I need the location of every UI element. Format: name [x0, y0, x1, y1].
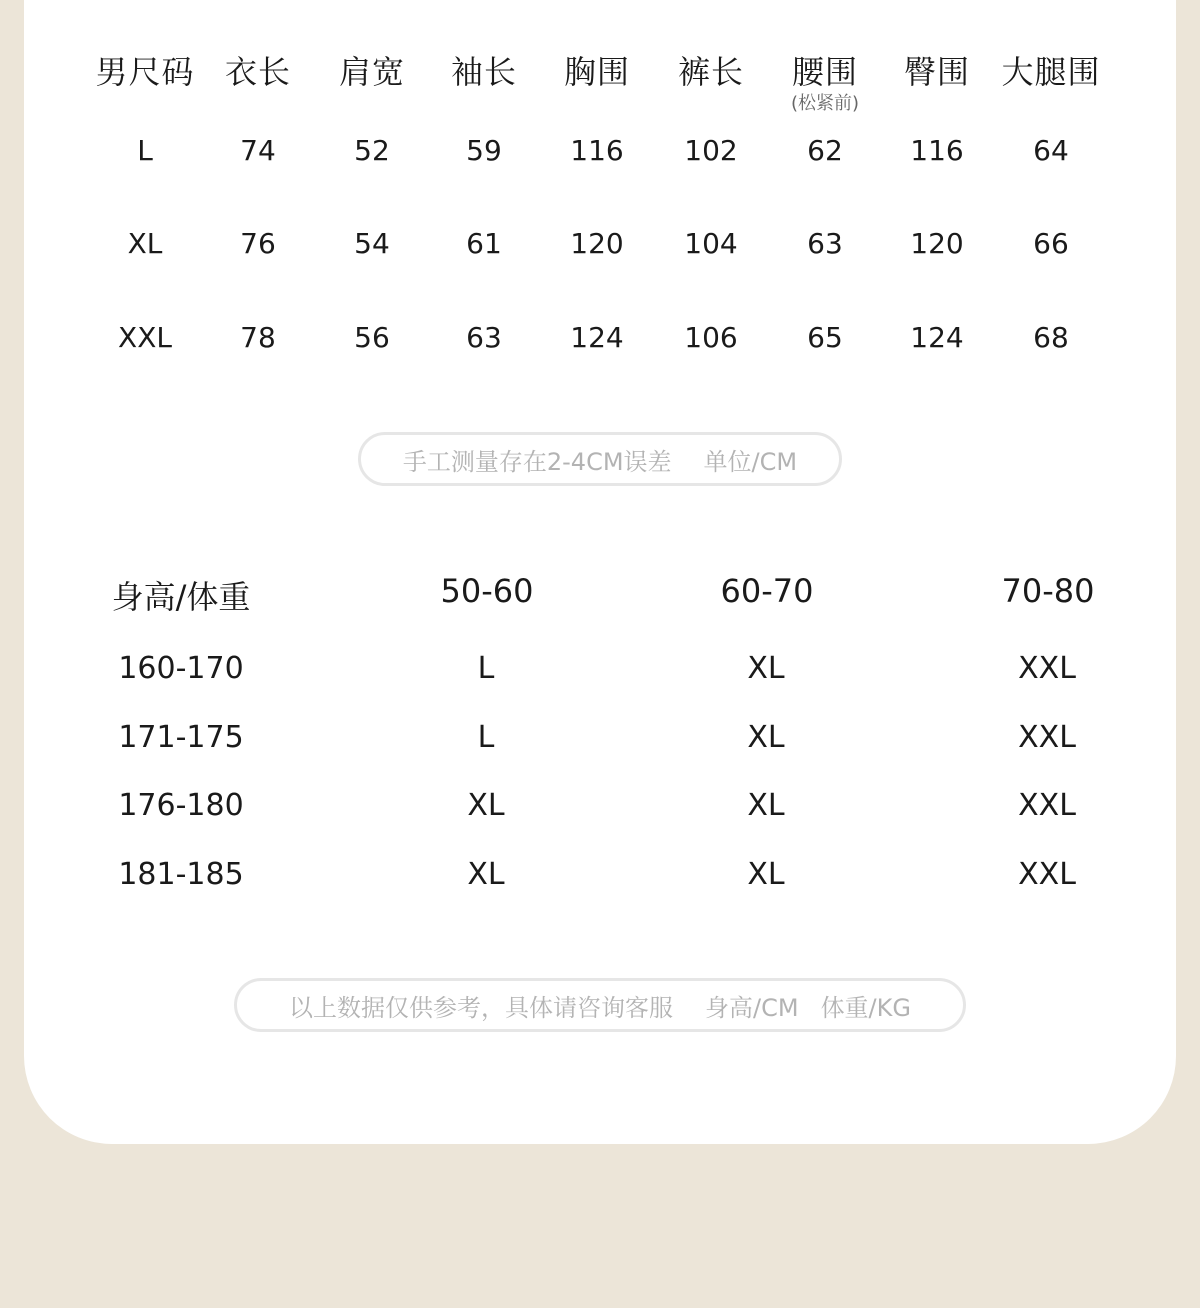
recommend-size: XL: [747, 788, 785, 823]
size-cell: 78: [240, 321, 276, 354]
size-cell: 56: [354, 321, 390, 354]
header-weight-50-60: 50-60: [440, 572, 534, 610]
reference-note: 以上数据仅供参考，具体请咨询客服: [289, 993, 673, 1022]
header-size: 男尺码: [95, 53, 195, 91]
size-cell: 68: [1033, 321, 1069, 354]
height-range: 160-170: [118, 651, 244, 686]
size-cell: 104: [684, 227, 738, 260]
weight-unit-note: 体重/KG: [820, 993, 911, 1022]
size-cell: 124: [910, 321, 964, 354]
size-cell: 66: [1033, 227, 1069, 260]
recommend-size: XL: [467, 788, 505, 823]
recommend-size: XL: [747, 651, 785, 686]
recommend-size: XL: [747, 857, 785, 892]
size-cell: XXL: [118, 321, 172, 354]
size-cell: 61: [466, 227, 502, 260]
size-cell: 102: [684, 134, 738, 167]
size-cell: 64: [1033, 134, 1069, 167]
header-waist-note: (松紧前): [790, 93, 860, 114]
recommend-size: XXL: [1018, 788, 1076, 823]
size-cell: 59: [466, 134, 502, 167]
header-weight-60-70: 60-70: [720, 572, 814, 610]
header-sleeve: 袖长: [450, 53, 518, 91]
unit-note: 单位/CM: [703, 447, 798, 476]
header-chest: 胸围: [563, 53, 631, 91]
size-cell: 74: [240, 134, 276, 167]
height-unit-note: 身高/CM: [705, 993, 799, 1022]
size-cell: 120: [570, 227, 624, 260]
size-cell: XL: [127, 227, 163, 260]
height-range: 181-185: [118, 857, 244, 892]
header-height-weight: 身高/体重: [111, 578, 251, 616]
height-range: 176-180: [118, 788, 244, 823]
height-range: 171-175: [118, 720, 244, 755]
recommend-size: XXL: [1018, 651, 1076, 686]
size-cell: 62: [807, 134, 843, 167]
header-pants-length: 裤长: [677, 53, 745, 91]
size-cell: 63: [466, 321, 502, 354]
size-cell: 124: [570, 321, 624, 354]
size-cell: 54: [354, 227, 390, 260]
size-cell: 52: [354, 134, 390, 167]
recommend-size: XL: [467, 857, 505, 892]
header-thigh: 大腿围: [1001, 53, 1101, 91]
size-cell: 106: [684, 321, 738, 354]
header-length: 衣长: [224, 53, 292, 91]
unit-notes: [705, 988, 911, 1023]
size-cell: L: [137, 134, 153, 167]
header-shoulder: 肩宽: [338, 53, 406, 91]
reference-note-pill: [234, 978, 966, 1032]
measurement-error-note: 手工测量存在2-4CM误差: [402, 447, 672, 476]
size-cell: 65: [807, 321, 843, 354]
size-cell: 120: [910, 227, 964, 260]
size-cell: 76: [240, 227, 276, 260]
recommend-size: XL: [747, 720, 785, 755]
recommend-size: XXL: [1018, 857, 1076, 892]
recommend-size: L: [477, 720, 495, 755]
size-cell: 116: [910, 134, 964, 167]
header-hip: 臀围: [903, 53, 971, 91]
size-cell: 63: [807, 227, 843, 260]
size-cell: 116: [570, 134, 624, 167]
measurement-note-pill: [358, 432, 842, 486]
header-weight-70-80: 70-80: [1001, 572, 1095, 610]
header-waist: 腰围: [791, 53, 859, 91]
recommend-size: L: [477, 651, 495, 686]
recommend-size: XXL: [1018, 720, 1076, 755]
